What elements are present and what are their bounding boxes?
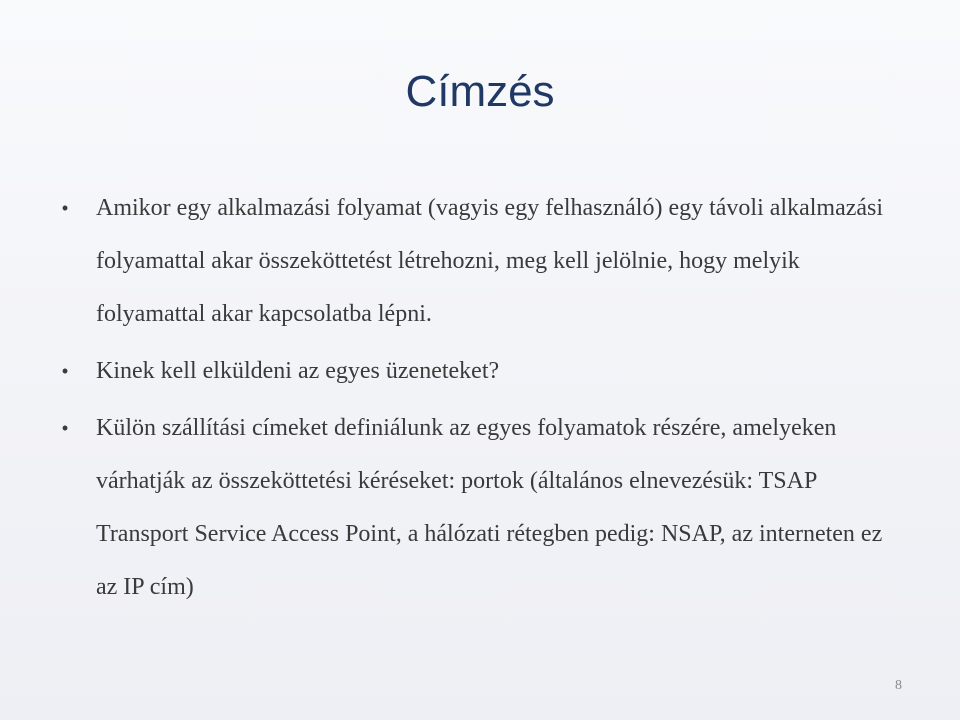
slide-title: Címzés [405,67,555,116]
bullet-icon: • [61,361,69,381]
bullet-item [58,182,898,341]
bullet-item [58,402,898,614]
bullet-text: Külön szállítási címeket definiálunk az egyes folyamatok részére, amelyeken várhatják az összeköttetési kéréseket: portok (általános elnevezésük: TSAP Transport Service Access Point, a hálózati rétegben pedig: NSAP, az interneten ez az IP cím) [96,415,883,600]
bullet-text: Kinek kell elküldeni az egyes üzeneteket? [96,358,500,384]
bullet-list [58,182,898,618]
page-number: 8 [895,678,902,693]
bullet-item [58,345,898,398]
bullet-icon: • [61,198,69,218]
bullet-icon: • [61,418,69,438]
bullet-text: Amikor egy alkalmazási folyamat (vagyis egy felhasználó) egy távoli alkalmazási folyamattal akar összeköttetést létrehozni, meg kell jelölnie, hogy melyik folyamattal akar kapcsolatba lépni. [96,195,884,327]
